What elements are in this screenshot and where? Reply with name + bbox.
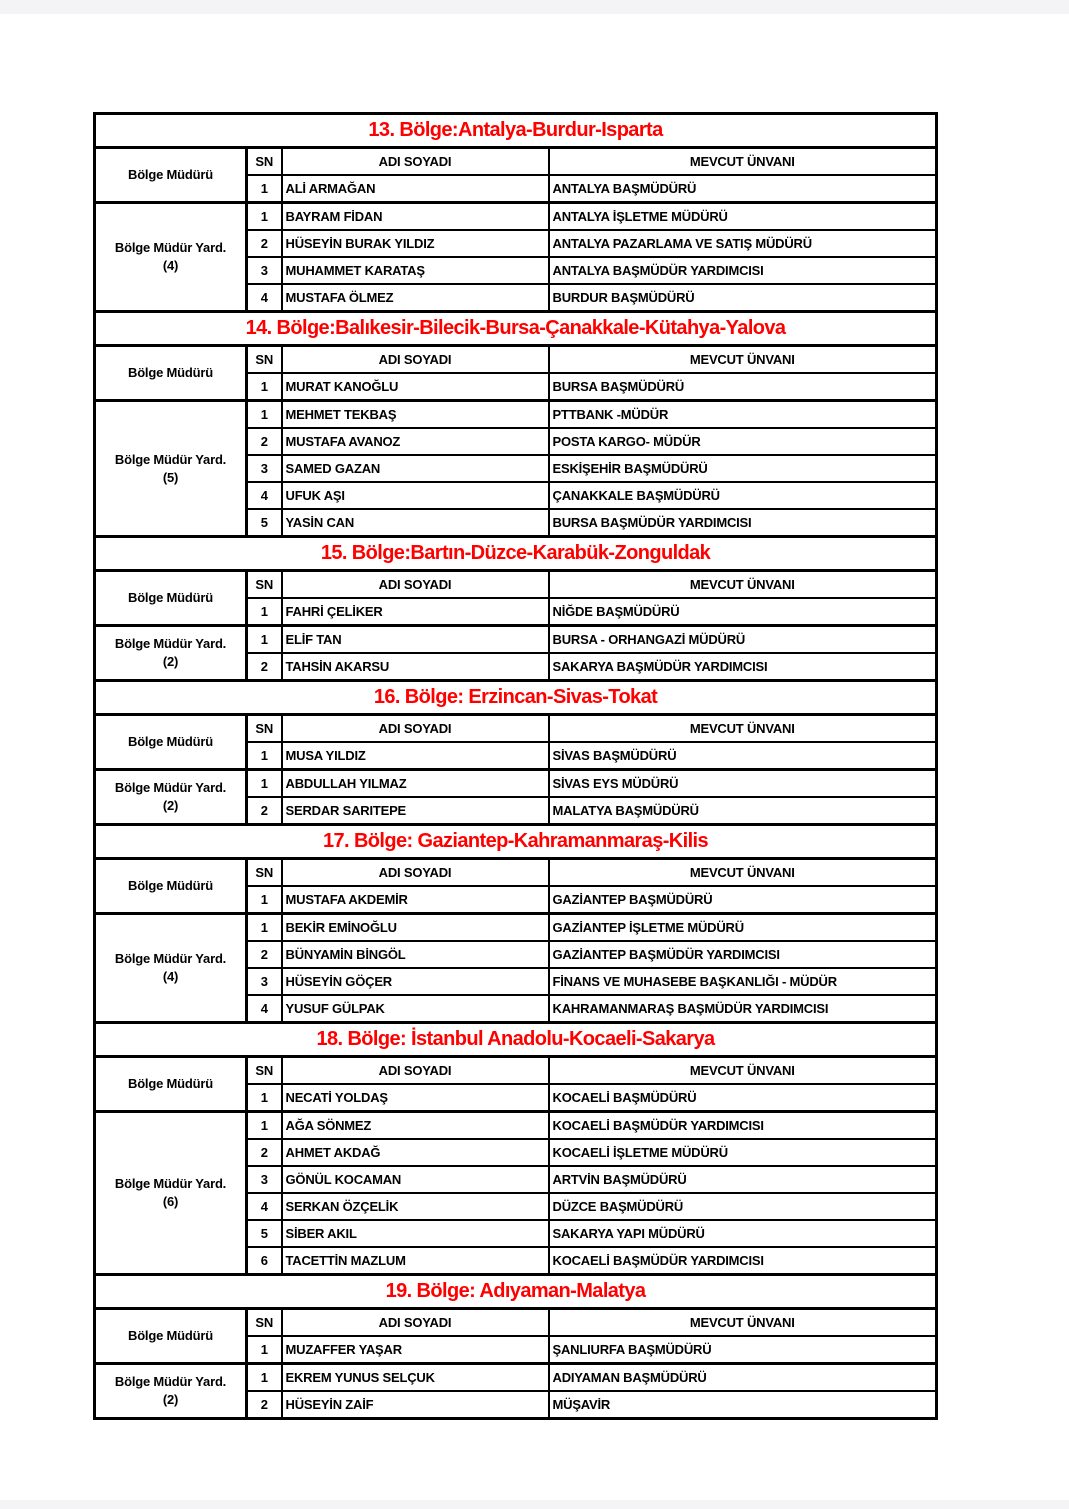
name-cell: NECATİ YOLDAŞ bbox=[282, 1084, 549, 1112]
deputy-row-label bbox=[95, 626, 247, 681]
position-cell: SİVAS EYS MÜDÜRÜ bbox=[549, 770, 937, 798]
region-section bbox=[95, 537, 937, 681]
sn-cell: 3 bbox=[247, 968, 282, 995]
position-cell: KAHRAMANMARAŞ BAŞMÜDÜR YARDIMCISI bbox=[549, 995, 937, 1023]
section-title: 18. Bölge: İstanbul Anadolu-Kocaeli-Sakarya bbox=[95, 1023, 937, 1057]
deputy-row-label bbox=[95, 914, 247, 1023]
deputy-row bbox=[95, 770, 937, 798]
deputy-label-text: Bölge Müdür Yard. bbox=[114, 1374, 227, 1390]
page-bottom-edge bbox=[0, 1500, 1069, 1509]
deputy-row bbox=[95, 203, 937, 231]
section-title: 14. Bölge:Balıkesir-Bilecik-Bursa-Çanakkale-Kütahya-Yalova bbox=[95, 312, 937, 346]
deputy-row bbox=[95, 1364, 937, 1392]
name-cell: HÜSEYİN BURAK YILDIZ bbox=[282, 230, 549, 257]
deputy-count: (5) bbox=[162, 469, 179, 485]
position-cell: ŞANLIURFA BAŞMÜDÜRÜ bbox=[549, 1336, 937, 1364]
sn-column-header: SN bbox=[247, 148, 282, 176]
name-column-header: ADI SOYADI bbox=[282, 346, 549, 374]
name-cell: TAHSİN AKARSU bbox=[282, 653, 549, 681]
name-cell: ELİF TAN bbox=[282, 626, 549, 654]
deputy-label-text: Bölge Müdür Yard. bbox=[114, 780, 227, 796]
sn-cell: 2 bbox=[247, 1391, 282, 1419]
column-header-row bbox=[95, 571, 937, 599]
deputy-label-text: Bölge Müdür Yard. bbox=[114, 451, 227, 467]
name-cell: MUSTAFA AVANOZ bbox=[282, 428, 549, 455]
position-cell: BURSA BAŞMÜDÜR YARDIMCISI bbox=[549, 509, 937, 537]
name-cell: MURAT KANOĞLU bbox=[282, 373, 549, 401]
sn-cell: 1 bbox=[247, 175, 282, 203]
name-cell: HÜSEYİN GÖÇER bbox=[282, 968, 549, 995]
position-cell: ANTALYA BAŞMÜDÜR YARDIMCISI bbox=[549, 257, 937, 284]
position-cell: MALATYA BAŞMÜDÜRÜ bbox=[549, 797, 937, 825]
section-title-row bbox=[95, 114, 937, 148]
name-column-header: ADI SOYADI bbox=[282, 715, 549, 743]
section-title: 16. Bölge: Erzincan-Sivas-Tokat bbox=[95, 681, 937, 715]
sn-column-header: SN bbox=[247, 1309, 282, 1337]
sn-column-header: SN bbox=[247, 715, 282, 743]
name-column-header: ADI SOYADI bbox=[282, 1309, 549, 1337]
position-cell: ANTALYA PAZARLAMA VE SATIŞ MÜDÜRÜ bbox=[549, 230, 937, 257]
sn-cell: 1 bbox=[247, 1364, 282, 1392]
name-cell: MUSA YILDIZ bbox=[282, 742, 549, 770]
sn-cell: 3 bbox=[247, 1166, 282, 1193]
sn-column-header: SN bbox=[247, 571, 282, 599]
name-cell: AHMET AKDAĞ bbox=[282, 1139, 549, 1166]
sn-cell: 2 bbox=[247, 653, 282, 681]
position-cell: DÜZCE BAŞMÜDÜRÜ bbox=[549, 1193, 937, 1220]
deputy-count: (2) bbox=[162, 654, 179, 669]
deputy-row bbox=[95, 914, 937, 942]
name-column-header: ADI SOYADI bbox=[282, 571, 549, 599]
name-cell: SAMED GAZAN bbox=[282, 455, 549, 482]
manager-row-label: Bölge Müdürü bbox=[95, 148, 247, 203]
name-cell: YUSUF GÜLPAK bbox=[282, 995, 549, 1023]
name-cell: MUSTAFA ÖLMEZ bbox=[282, 284, 549, 312]
sn-cell: 2 bbox=[247, 230, 282, 257]
position-cell: FİNANS VE MUHASEBE BAŞKANLIĞI - MÜDÜR bbox=[549, 968, 937, 995]
page-top-edge bbox=[0, 0, 1069, 14]
position-cell: BURSA - ORHANGAZİ MÜDÜRÜ bbox=[549, 626, 937, 654]
sn-cell: 4 bbox=[247, 482, 282, 509]
manager-row-label: Bölge Müdürü bbox=[95, 571, 247, 626]
deputy-count: (4) bbox=[162, 969, 179, 984]
position-column-header: MEVCUT ÜNVANI bbox=[549, 1309, 937, 1337]
position-cell: PTTBANK -MÜDÜR bbox=[549, 401, 937, 429]
position-cell: GAZİANTEP BAŞMÜDÜRÜ bbox=[549, 886, 937, 914]
section-title: 19. Bölge: Adıyaman-Malatya bbox=[95, 1275, 937, 1309]
column-header-row bbox=[95, 859, 937, 887]
name-cell: MUSTAFA AKDEMİR bbox=[282, 886, 549, 914]
sn-cell: 2 bbox=[247, 797, 282, 825]
section-title: 17. Bölge: Gaziantep-Kahramanmaraş-Kilis bbox=[95, 825, 937, 859]
section-title-row bbox=[95, 1275, 937, 1309]
section-title-row bbox=[95, 681, 937, 715]
name-cell: YASİN CAN bbox=[282, 509, 549, 537]
sn-cell: 2 bbox=[247, 428, 282, 455]
position-cell: ADIYAMAN BAŞMÜDÜRÜ bbox=[549, 1364, 937, 1392]
deputy-row bbox=[95, 1112, 937, 1140]
column-header-row bbox=[95, 1057, 937, 1085]
name-column-header: ADI SOYADI bbox=[282, 148, 549, 176]
name-cell: AĞA SÖNMEZ bbox=[282, 1112, 549, 1140]
region-section bbox=[95, 1275, 937, 1419]
region-section bbox=[95, 312, 937, 537]
manager-row-label: Bölge Müdürü bbox=[95, 859, 247, 914]
deputy-label-text: Bölge Müdür Yard. bbox=[114, 636, 227, 652]
section-title: 15. Bölge:Bartın-Düzce-Karabük-Zonguldak bbox=[95, 537, 937, 571]
region-section bbox=[95, 681, 937, 825]
sn-cell: 1 bbox=[247, 1112, 282, 1140]
position-cell: KOCAELİ BAŞMÜDÜR YARDIMCISI bbox=[549, 1247, 937, 1275]
deputy-count: (4) bbox=[162, 258, 179, 273]
manager-row-label: Bölge Müdürü bbox=[95, 1057, 247, 1112]
sn-cell: 5 bbox=[247, 1220, 282, 1247]
sn-cell: 1 bbox=[247, 598, 282, 626]
sn-column-header: SN bbox=[247, 859, 282, 887]
sn-cell: 2 bbox=[247, 1139, 282, 1166]
sn-column-header: SN bbox=[247, 346, 282, 374]
sn-cell: 1 bbox=[247, 373, 282, 401]
sn-column-header: SN bbox=[247, 1057, 282, 1085]
section-title-row bbox=[95, 537, 937, 571]
sn-cell: 1 bbox=[247, 742, 282, 770]
sn-cell: 1 bbox=[247, 1084, 282, 1112]
name-cell: SERKAN ÖZÇELİK bbox=[282, 1193, 549, 1220]
section-title: 13. Bölge:Antalya-Burdur-Isparta bbox=[95, 114, 937, 148]
deputy-count: (2) bbox=[162, 1392, 179, 1407]
name-cell: BÜNYAMİN BİNGÖL bbox=[282, 941, 549, 968]
deputy-count: (2) bbox=[162, 798, 179, 813]
name-column-header: ADI SOYADI bbox=[282, 859, 549, 887]
sn-cell: 1 bbox=[247, 886, 282, 914]
sn-cell: 4 bbox=[247, 1193, 282, 1220]
position-column-header: MEVCUT ÜNVANI bbox=[549, 148, 937, 176]
deputy-row-label bbox=[95, 1112, 247, 1275]
deputy-row-label bbox=[95, 1364, 247, 1419]
name-cell: EKREM YUNUS SELÇUK bbox=[282, 1364, 549, 1392]
position-cell: SİVAS BAŞMÜDÜRÜ bbox=[549, 742, 937, 770]
name-cell: ABDULLAH YILMAZ bbox=[282, 770, 549, 798]
position-cell: BURSA BAŞMÜDÜRÜ bbox=[549, 373, 937, 401]
regions-table bbox=[93, 112, 938, 1420]
sn-cell: 4 bbox=[247, 995, 282, 1023]
sn-cell: 1 bbox=[247, 626, 282, 654]
position-cell: KOCAELİ İŞLETME MÜDÜRÜ bbox=[549, 1139, 937, 1166]
deputy-count: (6) bbox=[162, 1194, 179, 1209]
position-cell: ARTVİN BAŞMÜDÜRÜ bbox=[549, 1166, 937, 1193]
sn-cell: 6 bbox=[247, 1247, 282, 1275]
column-header-row bbox=[95, 148, 937, 176]
position-cell: KOCAELİ BAŞMÜDÜR YARDIMCISI bbox=[549, 1112, 937, 1140]
sn-cell: 3 bbox=[247, 257, 282, 284]
name-cell: BAYRAM FİDAN bbox=[282, 203, 549, 231]
name-cell: MEHMET TEKBAŞ bbox=[282, 401, 549, 429]
position-column-header: MEVCUT ÜNVANI bbox=[549, 715, 937, 743]
position-cell: ANTALYA İŞLETME MÜDÜRÜ bbox=[549, 203, 937, 231]
name-cell: TACETTİN MAZLUM bbox=[282, 1247, 549, 1275]
sn-cell: 5 bbox=[247, 509, 282, 537]
region-section bbox=[95, 1023, 937, 1275]
position-cell: MÜŞAVİR bbox=[549, 1391, 937, 1419]
position-cell: POSTA KARGO- MÜDÜR bbox=[549, 428, 937, 455]
deputy-row-label bbox=[95, 203, 247, 312]
column-header-row bbox=[95, 1309, 937, 1337]
position-cell: GAZİANTEP BAŞMÜDÜR YARDIMCISI bbox=[549, 941, 937, 968]
section-title-row bbox=[95, 312, 937, 346]
sn-cell: 2 bbox=[247, 941, 282, 968]
name-cell: FAHRİ ÇELİKER bbox=[282, 598, 549, 626]
sn-cell: 1 bbox=[247, 770, 282, 798]
name-cell: ALİ ARMAĞAN bbox=[282, 175, 549, 203]
column-header-row bbox=[95, 346, 937, 374]
deputy-label-text: Bölge Müdür Yard. bbox=[114, 1176, 227, 1192]
sn-cell: 3 bbox=[247, 455, 282, 482]
position-cell: NİĞDE BAŞMÜDÜRÜ bbox=[549, 598, 937, 626]
position-cell: ÇANAKKALE BAŞMÜDÜRÜ bbox=[549, 482, 937, 509]
name-cell: HÜSEYİN ZAİF bbox=[282, 1391, 549, 1419]
position-column-header: MEVCUT ÜNVANI bbox=[549, 346, 937, 374]
section-title-row bbox=[95, 1023, 937, 1057]
deputy-row-label bbox=[95, 401, 247, 537]
sn-cell: 1 bbox=[247, 1336, 282, 1364]
position-column-header: MEVCUT ÜNVANI bbox=[549, 1057, 937, 1085]
sn-cell: 1 bbox=[247, 401, 282, 429]
manager-row-label: Bölge Müdürü bbox=[95, 1309, 247, 1364]
name-cell: SERDAR SARITEPE bbox=[282, 797, 549, 825]
deputy-row bbox=[95, 401, 937, 429]
name-cell: BEKİR EMİNOĞLU bbox=[282, 914, 549, 942]
sn-cell: 1 bbox=[247, 914, 282, 942]
sn-cell: 1 bbox=[247, 203, 282, 231]
region-section bbox=[95, 825, 937, 1023]
region-section bbox=[95, 114, 937, 312]
position-cell: ANTALYA BAŞMÜDÜRÜ bbox=[549, 175, 937, 203]
manager-row-label: Bölge Müdürü bbox=[95, 715, 247, 770]
name-cell: MUHAMMET KARATAŞ bbox=[282, 257, 549, 284]
name-cell: SİBER AKIL bbox=[282, 1220, 549, 1247]
name-cell: MUZAFFER YAŞAR bbox=[282, 1336, 549, 1364]
position-cell: ESKİŞEHİR BAŞMÜDÜRÜ bbox=[549, 455, 937, 482]
name-cell: UFUK AŞI bbox=[282, 482, 549, 509]
position-cell: SAKARYA YAPI MÜDÜRÜ bbox=[549, 1220, 937, 1247]
position-column-header: MEVCUT ÜNVANI bbox=[549, 859, 937, 887]
sn-cell: 4 bbox=[247, 284, 282, 312]
position-cell: KOCAELİ BAŞMÜDÜRÜ bbox=[549, 1084, 937, 1112]
deputy-label-text: Bölge Müdür Yard. bbox=[114, 240, 227, 256]
position-cell: SAKARYA BAŞMÜDÜR YARDIMCISI bbox=[549, 653, 937, 681]
name-cell: GÖNÜL KOCAMAN bbox=[282, 1166, 549, 1193]
column-header-row bbox=[95, 715, 937, 743]
deputy-row-label bbox=[95, 770, 247, 825]
deputy-row bbox=[95, 626, 937, 654]
position-cell: BURDUR BAŞMÜDÜRÜ bbox=[549, 284, 937, 312]
section-title-row bbox=[95, 825, 937, 859]
name-column-header: ADI SOYADI bbox=[282, 1057, 549, 1085]
position-cell: GAZİANTEP İŞLETME MÜDÜRÜ bbox=[549, 914, 937, 942]
position-column-header: MEVCUT ÜNVANI bbox=[549, 571, 937, 599]
manager-row-label: Bölge Müdürü bbox=[95, 346, 247, 401]
deputy-label-text: Bölge Müdür Yard. bbox=[114, 951, 227, 967]
